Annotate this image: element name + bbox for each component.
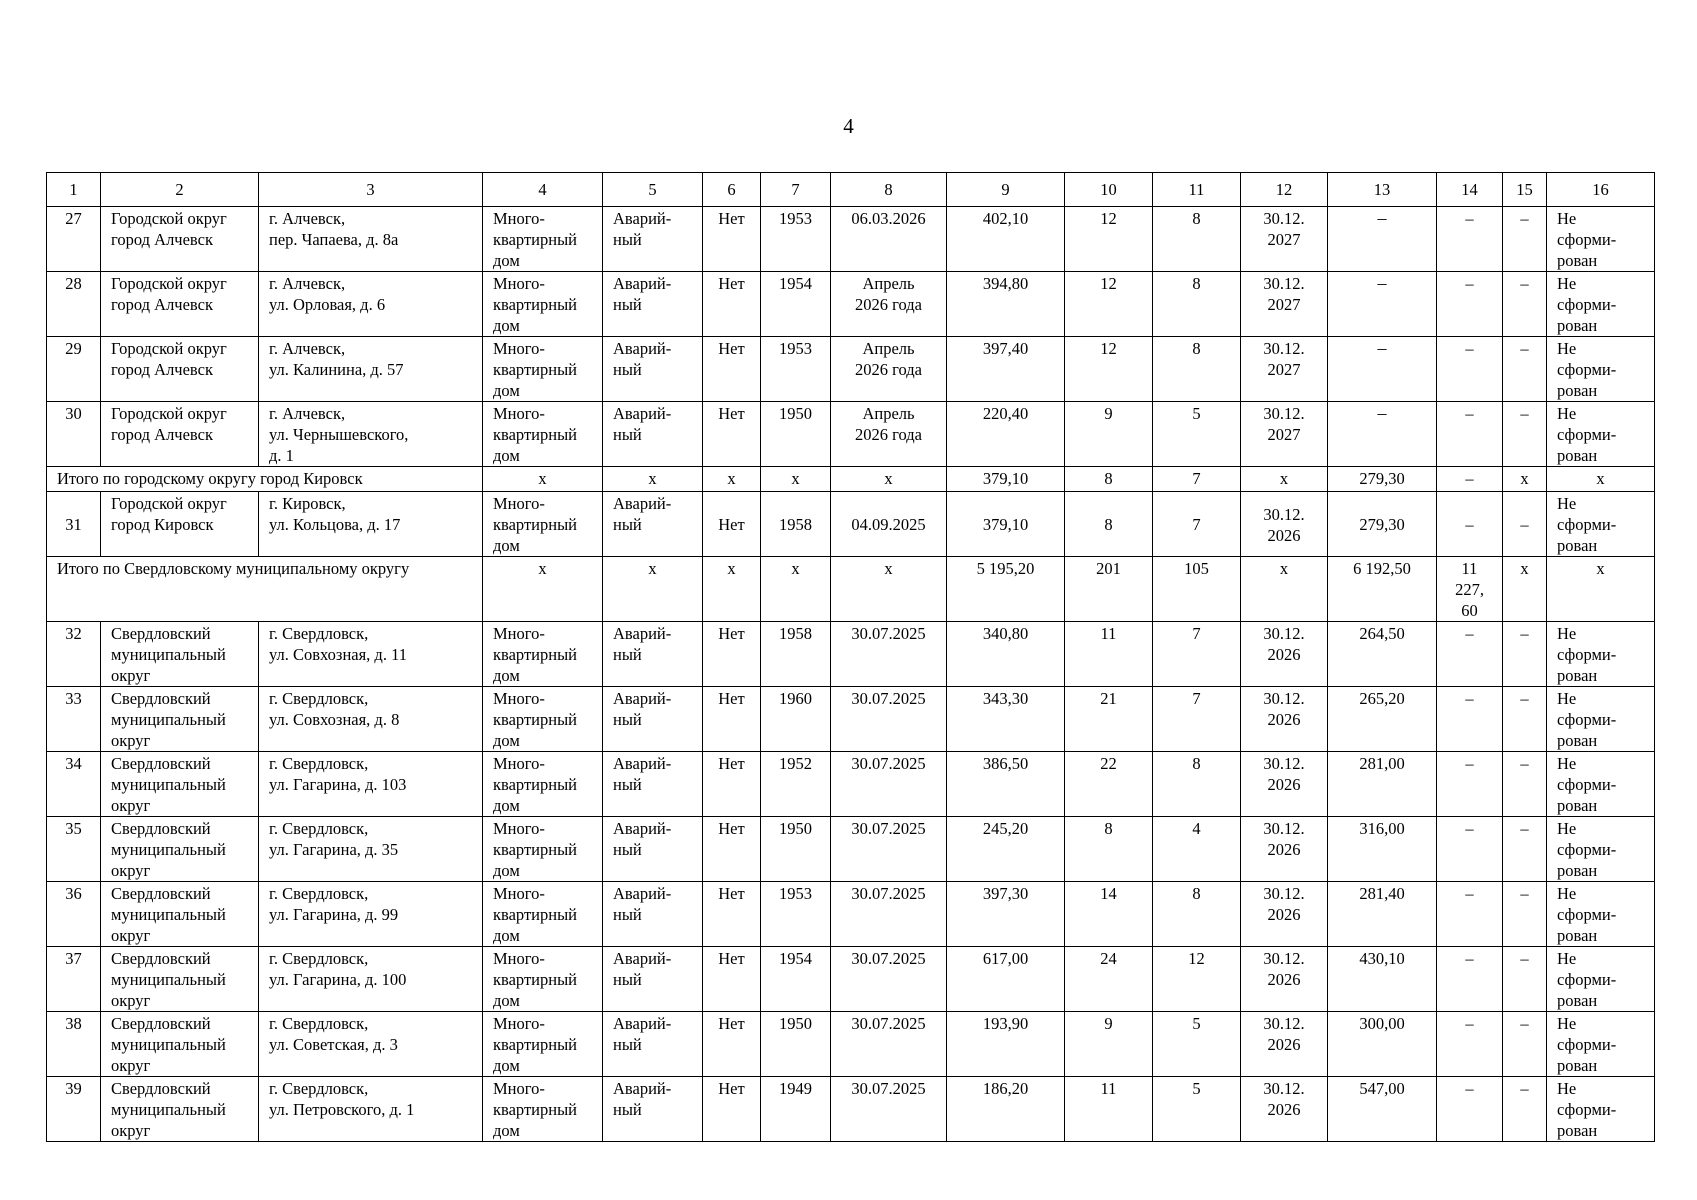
table-cell: 265,20 xyxy=(1328,687,1437,752)
table-cell: Городской округ город Кировск xyxy=(101,492,259,557)
table-cell: 397,30 xyxy=(947,882,1065,947)
column-number-header: 14 xyxy=(1437,173,1503,207)
table-row xyxy=(47,207,1655,272)
table-cell: Городской округ город Алчевск xyxy=(101,402,259,467)
column-number-header: 10 xyxy=(1065,173,1153,207)
subtotal-cell: 105 xyxy=(1153,557,1241,622)
subtotal-cell: 379,10 xyxy=(947,467,1065,492)
table-cell: – xyxy=(1437,207,1503,272)
table-cell: 316,00 xyxy=(1328,817,1437,882)
table-cell: 193,90 xyxy=(947,1012,1065,1077)
table-cell: Нет xyxy=(703,687,761,752)
subtotal-cell: х xyxy=(603,467,703,492)
table-cell: 30.12. 2026 xyxy=(1241,687,1328,752)
subtotal-cell: 7 xyxy=(1153,467,1241,492)
table-cell: Городской округ город Алчевск xyxy=(101,207,259,272)
table-cell: 617,00 xyxy=(947,947,1065,1012)
table-cell: Аварий- ный xyxy=(603,882,703,947)
table-cell: 35 xyxy=(47,817,101,882)
table-cell: Много- квартирный дом xyxy=(483,1077,603,1142)
table-cell: – xyxy=(1437,622,1503,687)
table-cell: г. Свердловск, ул. Гагарина, д. 99 xyxy=(259,882,483,947)
table-cell: 340,80 xyxy=(947,622,1065,687)
table-cell: 30.12. 2027 xyxy=(1241,337,1328,402)
table-cell: – xyxy=(1503,272,1547,337)
table-cell: 33 xyxy=(47,687,101,752)
table-cell: – xyxy=(1503,492,1547,557)
table-row xyxy=(47,947,1655,1012)
column-number-header: 6 xyxy=(703,173,761,207)
table-cell: 34 xyxy=(47,752,101,817)
table-cell: г. Алчевск, пер. Чапаева, д. 8а xyxy=(259,207,483,272)
subtotal-cell: х xyxy=(703,467,761,492)
table-cell: – xyxy=(1328,207,1437,272)
subtotal-label: Итого по городскому округу город Кировск xyxy=(47,467,483,492)
table-cell: 343,30 xyxy=(947,687,1065,752)
table-cell: Свердловский муниципальный округ xyxy=(101,947,259,1012)
table-cell: Много- квартирный дом xyxy=(483,947,603,1012)
table-cell: Городской округ город Алчевск xyxy=(101,272,259,337)
table-cell: 1953 xyxy=(761,207,831,272)
table-cell: 1958 xyxy=(761,492,831,557)
table-cell: Нет xyxy=(703,492,761,557)
table-cell: 186,20 xyxy=(947,1077,1065,1142)
column-number-header: 13 xyxy=(1328,173,1437,207)
subtotal-cell: 201 xyxy=(1065,557,1153,622)
table-cell: Много- квартирный дом xyxy=(483,492,603,557)
table-cell: Нет xyxy=(703,882,761,947)
table-cell: 30.12. 2026 xyxy=(1241,492,1328,557)
table-cell: 04.09.2025 xyxy=(831,492,947,557)
table-cell: Нет xyxy=(703,817,761,882)
table-cell: 7 xyxy=(1153,492,1241,557)
table-cell: 8 xyxy=(1065,492,1153,557)
table-cell: Нет xyxy=(703,622,761,687)
table-row xyxy=(47,272,1655,337)
table-cell: 1953 xyxy=(761,882,831,947)
table-cell: – xyxy=(1328,272,1437,337)
table-cell: Нет xyxy=(703,752,761,817)
table-cell: – xyxy=(1437,272,1503,337)
table-cell: – xyxy=(1437,947,1503,1012)
table-cell: Аварий- ный xyxy=(603,402,703,467)
table-cell: г. Свердловск, ул. Гагарина, д. 100 xyxy=(259,947,483,1012)
table-cell: Не сформи- рован xyxy=(1547,882,1655,947)
table-cell: – xyxy=(1503,1012,1547,1077)
table-cell: 281,00 xyxy=(1328,752,1437,817)
table-cell: Аварий- ный xyxy=(603,337,703,402)
table-cell: 4 xyxy=(1153,817,1241,882)
table-cell: – xyxy=(1328,402,1437,467)
table-cell: 1953 xyxy=(761,337,831,402)
table-cell: Свердловский муниципальный округ xyxy=(101,1077,259,1142)
subtotal-cell: х xyxy=(831,467,947,492)
table-cell: 30.12. 2026 xyxy=(1241,752,1328,817)
table-cell: 12 xyxy=(1065,207,1153,272)
table-cell: Нет xyxy=(703,272,761,337)
table-cell: 8 xyxy=(1065,817,1153,882)
table-cell: 547,00 xyxy=(1328,1077,1437,1142)
column-number-header: 3 xyxy=(259,173,483,207)
table-row xyxy=(47,402,1655,467)
table-cell: 30.12. 2027 xyxy=(1241,402,1328,467)
table-cell: г. Кировск, ул. Кольцова, д. 17 xyxy=(259,492,483,557)
table-cell: 21 xyxy=(1065,687,1153,752)
table-cell: г. Свердловск, ул. Гагарина, д. 35 xyxy=(259,817,483,882)
table-cell: 1950 xyxy=(761,1012,831,1077)
table-cell: – xyxy=(1437,752,1503,817)
table-cell: 264,50 xyxy=(1328,622,1437,687)
table-cell: Апрель 2026 года xyxy=(831,402,947,467)
table-cell: Много- квартирный дом xyxy=(483,402,603,467)
table-cell: 30.07.2025 xyxy=(831,1012,947,1077)
table-cell: 11 xyxy=(1065,1077,1153,1142)
table-cell: Много- квартирный дом xyxy=(483,272,603,337)
table-cell: 30.12. 2026 xyxy=(1241,1077,1328,1142)
subtotal-cell: х xyxy=(703,557,761,622)
table-cell: 1960 xyxy=(761,687,831,752)
table-cell: Аварий- ный xyxy=(603,207,703,272)
housing-registry-table xyxy=(46,172,1655,1142)
column-number-header: 11 xyxy=(1153,173,1241,207)
table-cell: – xyxy=(1437,492,1503,557)
table-cell: 220,40 xyxy=(947,402,1065,467)
subtotal-cell: х xyxy=(483,557,603,622)
table-cell: г. Свердловск, ул. Петровского, д. 1 xyxy=(259,1077,483,1142)
table-cell: г. Алчевск, ул. Орловая, д. 6 xyxy=(259,272,483,337)
table-cell: Аварий- ный xyxy=(603,817,703,882)
table-cell: Много- квартирный дом xyxy=(483,687,603,752)
subtotal-cell: х xyxy=(761,467,831,492)
table-cell: 8 xyxy=(1153,882,1241,947)
table-cell: Аварий- ный xyxy=(603,492,703,557)
table-cell: 281,40 xyxy=(1328,882,1437,947)
table-cell: 1950 xyxy=(761,402,831,467)
table-cell: Нет xyxy=(703,947,761,1012)
table-cell: 36 xyxy=(47,882,101,947)
table-cell: Не сформи- рован xyxy=(1547,1012,1655,1077)
table-cell: – xyxy=(1503,402,1547,467)
table-cell: 30 xyxy=(47,402,101,467)
column-number-header: 7 xyxy=(761,173,831,207)
table-cell: Не сформи- рован xyxy=(1547,207,1655,272)
table-cell: – xyxy=(1503,207,1547,272)
table-row xyxy=(47,337,1655,402)
table-cell: – xyxy=(1503,947,1547,1012)
table-cell: Нет xyxy=(703,337,761,402)
table-cell: 30.12. 2026 xyxy=(1241,947,1328,1012)
table-cell: Апрель 2026 года xyxy=(831,272,947,337)
table-cell: 386,50 xyxy=(947,752,1065,817)
table-cell: 12 xyxy=(1153,947,1241,1012)
table-cell: 8 xyxy=(1153,272,1241,337)
table-cell: – xyxy=(1503,1077,1547,1142)
table-cell: 30.12. 2027 xyxy=(1241,272,1328,337)
column-number-header: 2 xyxy=(101,173,259,207)
table-cell: 38 xyxy=(47,1012,101,1077)
table-cell: – xyxy=(1503,817,1547,882)
table-cell: Много- квартирный дом xyxy=(483,622,603,687)
table-cell: 1954 xyxy=(761,947,831,1012)
table-cell: Нет xyxy=(703,402,761,467)
table-cell: – xyxy=(1437,1012,1503,1077)
table-cell: 30.12. 2026 xyxy=(1241,817,1328,882)
table-cell: 30.07.2025 xyxy=(831,622,947,687)
table-cell: Много- квартирный дом xyxy=(483,207,603,272)
table-cell: 30.07.2025 xyxy=(831,687,947,752)
table-row xyxy=(47,817,1655,882)
column-number-header: 16 xyxy=(1547,173,1655,207)
table-cell: 1958 xyxy=(761,622,831,687)
table-cell: 300,00 xyxy=(1328,1012,1437,1077)
table-cell: 12 xyxy=(1065,337,1153,402)
table-cell: 06.03.2026 xyxy=(831,207,947,272)
table-cell: 9 xyxy=(1065,402,1153,467)
table-cell: 31 xyxy=(47,492,101,557)
table-row xyxy=(47,1077,1655,1142)
table-cell: Не сформи- рован xyxy=(1547,272,1655,337)
table-cell: Не сформи- рован xyxy=(1547,337,1655,402)
table-cell: г. Свердловск, ул. Гагарина, д. 103 xyxy=(259,752,483,817)
table-cell: 30.12. 2026 xyxy=(1241,1012,1328,1077)
subtotal-cell: х xyxy=(831,557,947,622)
table-cell: 30.07.2025 xyxy=(831,882,947,947)
table-row xyxy=(47,622,1655,687)
subtotal-cell: 5 195,20 xyxy=(947,557,1065,622)
table-cell: Аварий- ный xyxy=(603,622,703,687)
table-cell: Много- квартирный дом xyxy=(483,882,603,947)
column-number-header: 9 xyxy=(947,173,1065,207)
table-cell: 8 xyxy=(1153,337,1241,402)
table-cell: Нет xyxy=(703,1012,761,1077)
table-cell: – xyxy=(1437,1077,1503,1142)
subtotal-cell: х xyxy=(1241,557,1328,622)
table-cell: 28 xyxy=(47,272,101,337)
table-cell: – xyxy=(1503,337,1547,402)
subtotal-row xyxy=(47,467,1655,492)
table-cell: Свердловский муниципальный округ xyxy=(101,752,259,817)
table-cell: Свердловский муниципальный округ xyxy=(101,622,259,687)
table-cell: 1950 xyxy=(761,817,831,882)
table-cell: Не сформи- рован xyxy=(1547,492,1655,557)
table-row xyxy=(47,1012,1655,1077)
table-cell: Не сформи- рован xyxy=(1547,817,1655,882)
table-cell: 24 xyxy=(1065,947,1153,1012)
column-number-header: 4 xyxy=(483,173,603,207)
table-cell: – xyxy=(1437,687,1503,752)
column-number-header: 5 xyxy=(603,173,703,207)
table-cell: 5 xyxy=(1153,402,1241,467)
table-cell: Нет xyxy=(703,1077,761,1142)
column-number-header: 1 xyxy=(47,173,101,207)
subtotal-cell: х xyxy=(603,557,703,622)
table-cell: 29 xyxy=(47,337,101,402)
table-cell: 1952 xyxy=(761,752,831,817)
table-cell: г. Свердловск, ул. Совхозная, д. 11 xyxy=(259,622,483,687)
table-cell: Много- квартирный дом xyxy=(483,817,603,882)
table-cell: Аварий- ный xyxy=(603,1012,703,1077)
table-cell: 37 xyxy=(47,947,101,1012)
table-row xyxy=(47,492,1655,557)
subtotal-cell: 279,30 xyxy=(1328,467,1437,492)
subtotal-label: Итого по Свердловскому муниципальному округу xyxy=(47,557,483,622)
table-cell: Аварий- ный xyxy=(603,1077,703,1142)
table-cell: 30.07.2025 xyxy=(831,1077,947,1142)
subtotal-cell: х xyxy=(1503,467,1547,492)
table-cell: 30.12. 2026 xyxy=(1241,622,1328,687)
table-cell: Не сформи- рован xyxy=(1547,687,1655,752)
table-cell: 8 xyxy=(1153,207,1241,272)
table-cell: Не сформи- рован xyxy=(1547,622,1655,687)
table-cell: 5 xyxy=(1153,1077,1241,1142)
subtotal-cell: х xyxy=(1241,467,1328,492)
table-cell: 22 xyxy=(1065,752,1153,817)
table-cell: 39 xyxy=(47,1077,101,1142)
page-number: 4 xyxy=(843,114,854,138)
table-cell: Городской округ город Алчевск xyxy=(101,337,259,402)
table-cell: Нет xyxy=(703,207,761,272)
table-cell: Не сформи- рован xyxy=(1547,752,1655,817)
table-cell: Не сформи- рован xyxy=(1547,1077,1655,1142)
subtotal-cell: х xyxy=(761,557,831,622)
table-row xyxy=(47,752,1655,817)
subtotal-row xyxy=(47,557,1655,622)
subtotal-cell: х xyxy=(1547,557,1655,622)
table-cell: 5 xyxy=(1153,1012,1241,1077)
table-cell: – xyxy=(1437,882,1503,947)
table-row xyxy=(47,687,1655,752)
table-cell: 14 xyxy=(1065,882,1153,947)
subtotal-cell: х xyxy=(1547,467,1655,492)
table-cell: Много- квартирный дом xyxy=(483,752,603,817)
table-cell: Не сформи- рован xyxy=(1547,947,1655,1012)
table-cell: г. Свердловск, ул. Совхозная, д. 8 xyxy=(259,687,483,752)
table-cell: 27 xyxy=(47,207,101,272)
column-number-header: 15 xyxy=(1503,173,1547,207)
subtotal-cell: 8 xyxy=(1065,467,1153,492)
table-cell: 30.07.2025 xyxy=(831,817,947,882)
table-cell: Свердловский муниципальный округ xyxy=(101,687,259,752)
table-cell: 7 xyxy=(1153,687,1241,752)
table-cell: 397,40 xyxy=(947,337,1065,402)
column-number-header: 12 xyxy=(1241,173,1328,207)
table-cell: 11 xyxy=(1065,622,1153,687)
table-cell: – xyxy=(1503,687,1547,752)
table-cell: 394,80 xyxy=(947,272,1065,337)
table-cell: – xyxy=(1503,622,1547,687)
table-cell: 30.12. 2026 xyxy=(1241,882,1328,947)
table-cell: Аварий- ный xyxy=(603,752,703,817)
table-cell: 1954 xyxy=(761,272,831,337)
table-cell: 1949 xyxy=(761,1077,831,1142)
table-cell: 30.07.2025 xyxy=(831,752,947,817)
subtotal-cell: 11 227, 60 xyxy=(1437,557,1503,622)
table-cell: 30.07.2025 xyxy=(831,947,947,1012)
table-cell: 279,30 xyxy=(1328,492,1437,557)
table-cell: г. Свердловск, ул. Советская, д. 3 xyxy=(259,1012,483,1077)
column-number-header: 8 xyxy=(831,173,947,207)
table-cell: 379,10 xyxy=(947,492,1065,557)
table-cell: г. Алчевск, ул. Калинина, д. 57 xyxy=(259,337,483,402)
table-cell: Много- квартирный дом xyxy=(483,337,603,402)
table-cell: 245,20 xyxy=(947,817,1065,882)
table-cell: – xyxy=(1437,402,1503,467)
table-cell: 12 xyxy=(1065,272,1153,337)
table-cell: Аварий- ный xyxy=(603,947,703,1012)
table-cell: 430,10 xyxy=(1328,947,1437,1012)
table-cell: Апрель 2026 года xyxy=(831,337,947,402)
table-cell: Свердловский муниципальный округ xyxy=(101,882,259,947)
subtotal-cell: х xyxy=(483,467,603,492)
table-cell: Свердловский муниципальный округ xyxy=(101,817,259,882)
table-cell: г. Алчевск, ул. Чернышевского, д. 1 xyxy=(259,402,483,467)
table-cell: 402,10 xyxy=(947,207,1065,272)
table-cell: Аварий- ный xyxy=(603,272,703,337)
subtotal-cell: 6 192,50 xyxy=(1328,557,1437,622)
table-cell: Свердловский муниципальный округ xyxy=(101,1012,259,1077)
table-cell: Много- квартирный дом xyxy=(483,1012,603,1077)
table-cell: – xyxy=(1437,337,1503,402)
table-cell: 9 xyxy=(1065,1012,1153,1077)
table-cell: 30.12. 2027 xyxy=(1241,207,1328,272)
table-cell: 7 xyxy=(1153,622,1241,687)
table-cell: Аварий- ный xyxy=(603,687,703,752)
column-number-row xyxy=(47,173,1655,207)
table-cell: 32 xyxy=(47,622,101,687)
table-row xyxy=(47,882,1655,947)
table-cell: 8 xyxy=(1153,752,1241,817)
table-cell: – xyxy=(1328,337,1437,402)
subtotal-cell: – xyxy=(1437,467,1503,492)
table-cell: – xyxy=(1437,817,1503,882)
subtotal-cell: х xyxy=(1503,557,1547,622)
table-cell: Не сформи- рован xyxy=(1547,402,1655,467)
table-cell: – xyxy=(1503,882,1547,947)
table-cell: – xyxy=(1503,752,1547,817)
